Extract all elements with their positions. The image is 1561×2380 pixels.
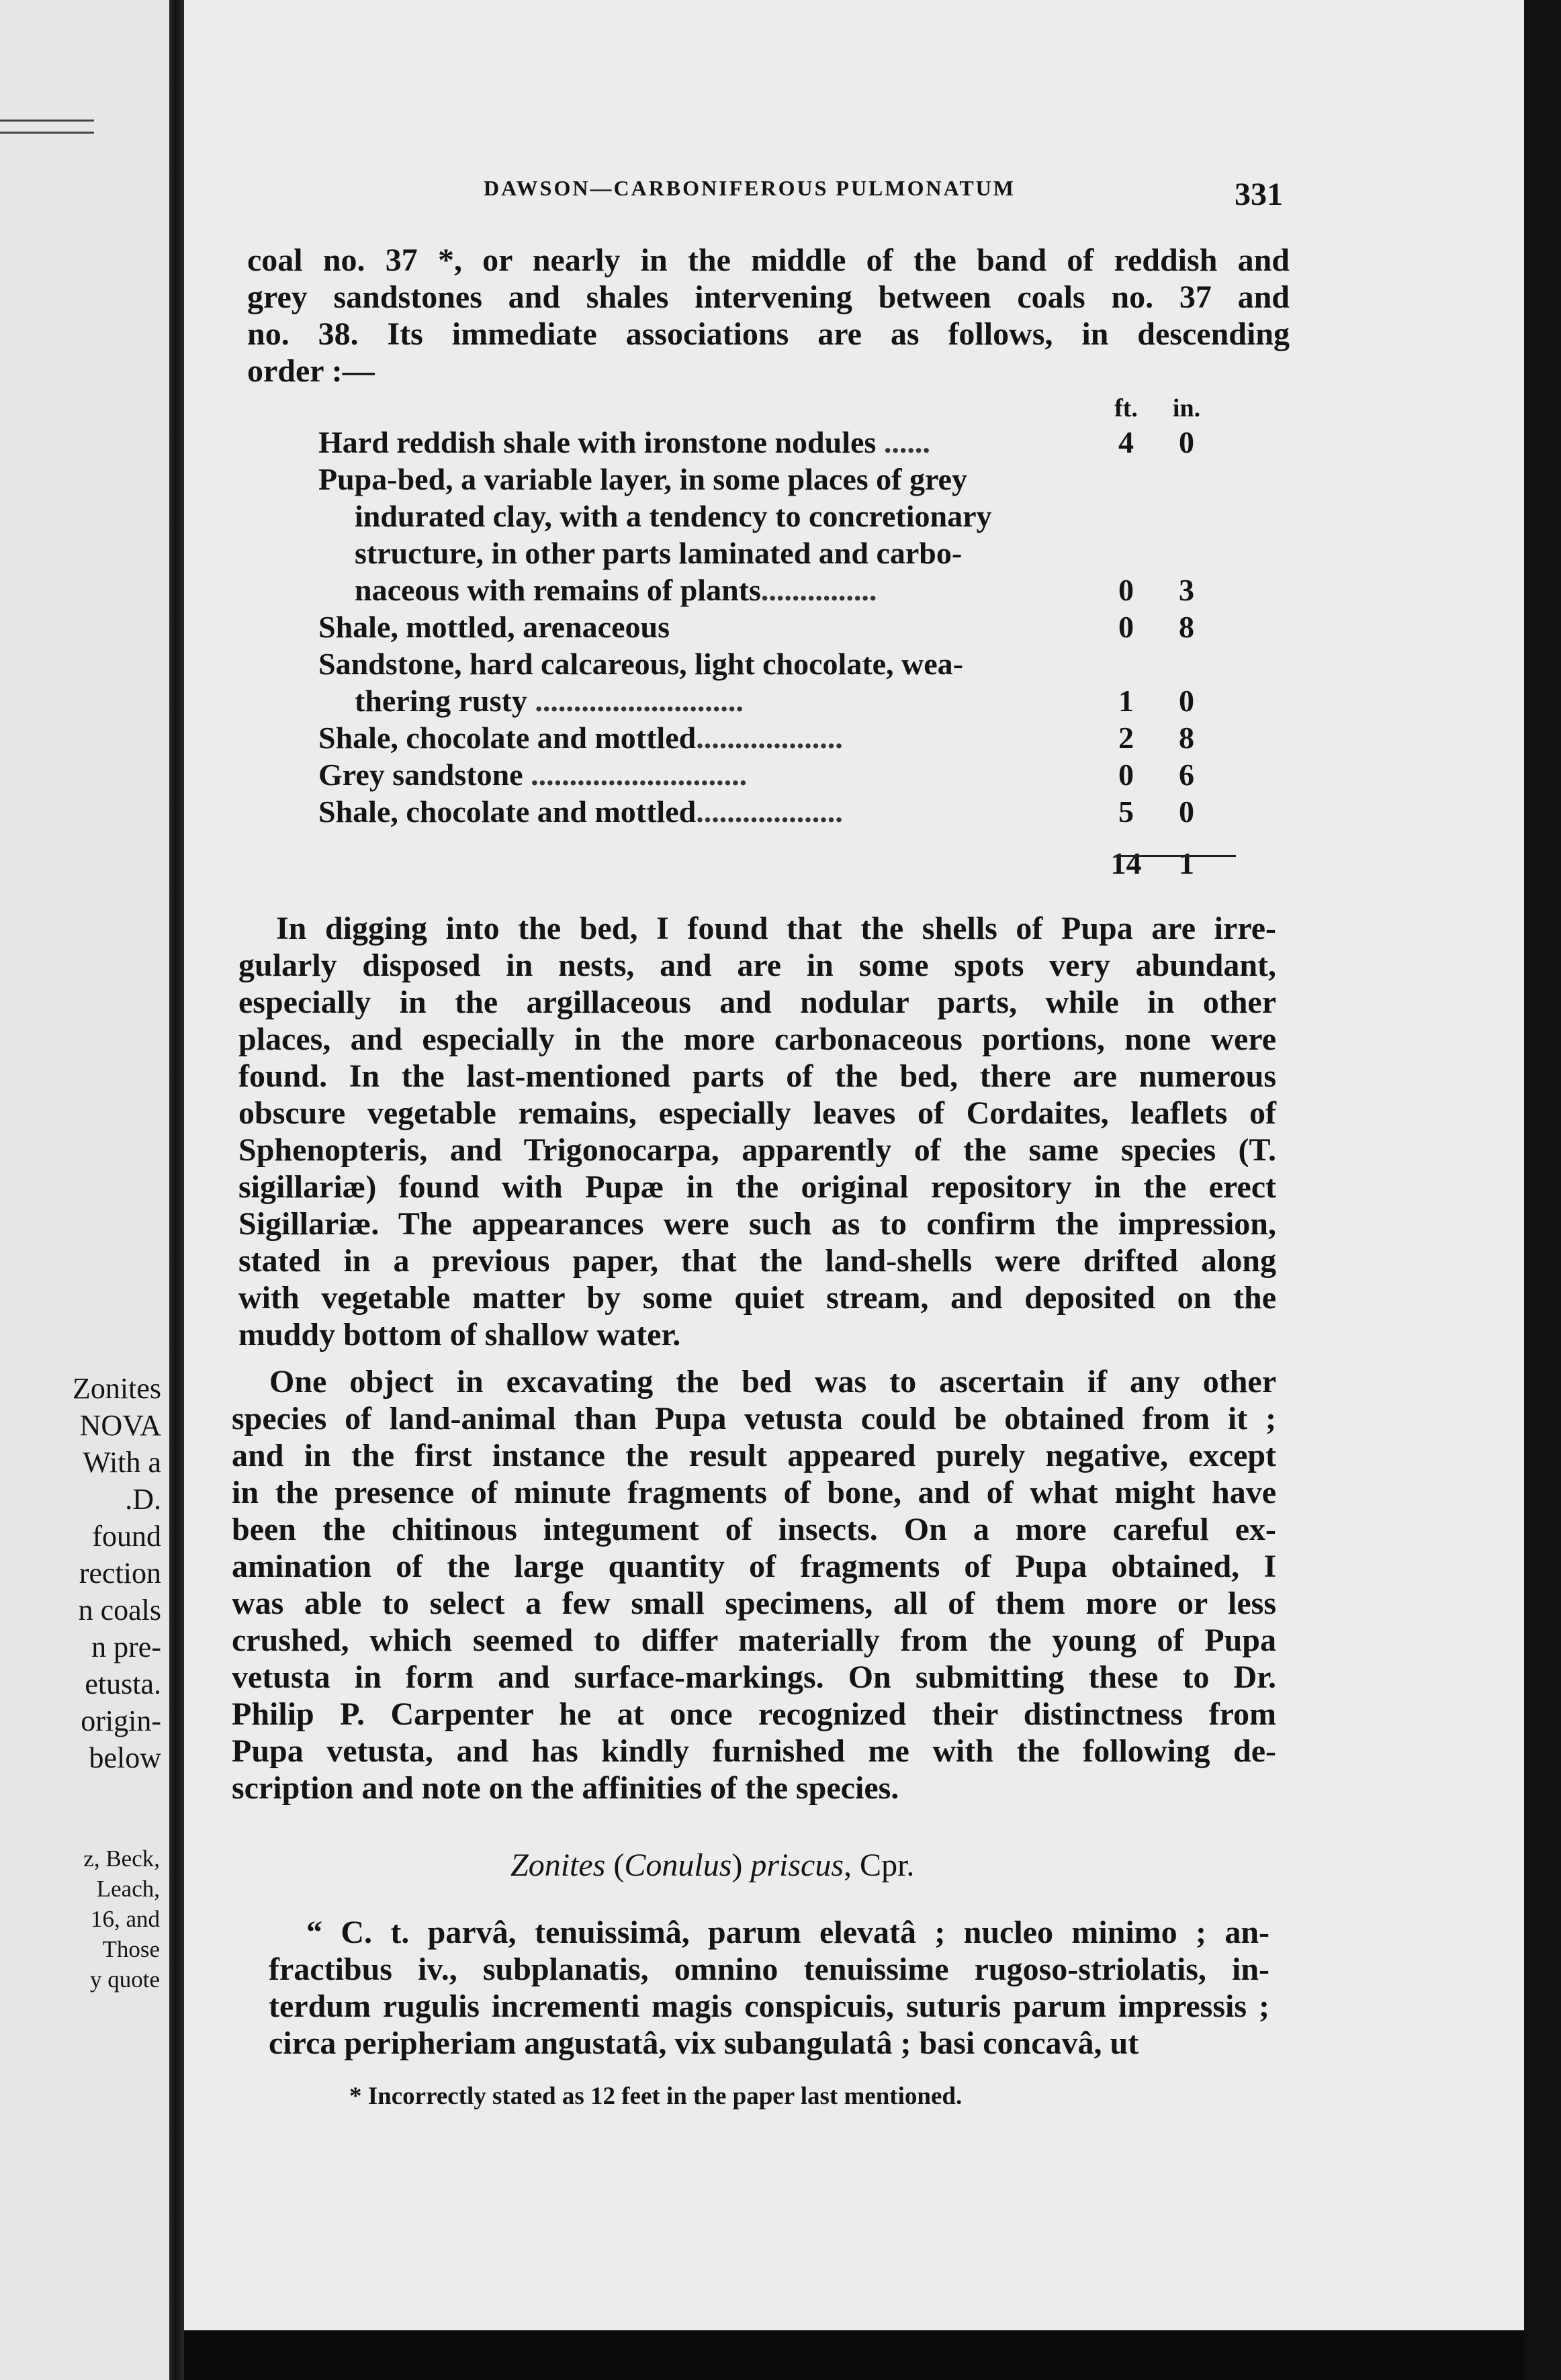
column-header-ft: ft. bbox=[1114, 394, 1138, 422]
left-page-line: NOVA bbox=[79, 1409, 161, 1442]
layer-description bbox=[318, 535, 1094, 571]
table-row bbox=[318, 792, 1232, 829]
text-line: coal no. 37 *, or nearly in the middle of the band of reddish and bbox=[247, 242, 1290, 278]
text-line: gularly disposed in nests, and are in some spots very abundant, bbox=[238, 948, 1276, 983]
table-row bbox=[318, 497, 1232, 534]
text-line: fractibus iv., subplanatis, omnino tenuissime rugoso-striolatis, in- bbox=[269, 1952, 1269, 1987]
intro-paragraph bbox=[247, 242, 1290, 390]
leader-dots: ...... bbox=[876, 425, 930, 459]
table-row bbox=[318, 645, 1232, 682]
text-line: amination of the large quantity of fragments of Pupa obtained, I bbox=[232, 1549, 1276, 1584]
text-line: muddy bottom of shallow water. bbox=[238, 1317, 681, 1353]
text-line: Sigillariæ. The appearances were such as to confirm the impression, bbox=[238, 1206, 1276, 1242]
left-page-note: y quote bbox=[89, 1966, 160, 1993]
layer-description bbox=[318, 646, 1094, 682]
total-rule bbox=[1115, 855, 1236, 857]
left-page-line: rection bbox=[79, 1557, 161, 1590]
species-name: priscus bbox=[750, 1847, 844, 1883]
text-line: obscure vegetable remains, especially leaves of Cordaites, leaflets of bbox=[238, 1095, 1276, 1131]
layer-description bbox=[318, 683, 1094, 719]
left-page-line: With a bbox=[83, 1446, 161, 1479]
text-line: Pupa vetusta, and has kindly furnished me with the following de- bbox=[232, 1733, 1276, 1769]
body-paragraph-2 bbox=[232, 1363, 1276, 1806]
text-line: especially in the argillaceous and nodular parts, while in other bbox=[238, 985, 1276, 1020]
left-page-note: Leach, bbox=[96, 1876, 160, 1902]
thickness-ft: 0 bbox=[1118, 610, 1134, 644]
layer-description bbox=[318, 498, 1094, 534]
text-line: Sphenopteris, and Trigonocarpa, apparently of the same species (T. bbox=[238, 1132, 1276, 1168]
table-row bbox=[318, 756, 1232, 792]
running-title: DAWSON—CARBONIFEROUS PULMONATUM bbox=[484, 176, 1016, 200]
layer-description bbox=[318, 609, 1094, 645]
layer-text: Shale, chocolate and mottled bbox=[318, 794, 697, 829]
leader-dots: ................... bbox=[696, 794, 843, 829]
text-line: Philip P. Carpenter he at once recognized their distinctness from bbox=[232, 1696, 1276, 1732]
text-line: in the presence of minute fragments of bone, and of what might have bbox=[232, 1475, 1276, 1510]
thickness-ft: 0 bbox=[1118, 758, 1134, 792]
table-row bbox=[318, 423, 1232, 460]
left-page-line: Zonites bbox=[73, 1372, 161, 1405]
page-number: 331 bbox=[1235, 177, 1283, 212]
layer-text: Pupa-bed, a variable layer, in some places of grey bbox=[318, 462, 967, 496]
text-line: no. 38. Its immediate associations are as follows, in descending bbox=[247, 316, 1290, 352]
table-row bbox=[318, 571, 1232, 608]
text-line: terdum rugulis incrementi magis conspicuis, suturis parum impressis ; bbox=[269, 1988, 1269, 2024]
text-line: places, and especially in the more carbonaceous portions, none were bbox=[238, 1021, 1276, 1057]
genus-name: Zonites bbox=[510, 1847, 606, 1883]
table-row bbox=[318, 608, 1232, 645]
layer-text: Shale, chocolate and mottled bbox=[318, 721, 697, 755]
thickness-ft: 1 bbox=[1118, 684, 1134, 718]
left-page-note: z, Beck, bbox=[83, 1845, 160, 1872]
thickness-in: 0 bbox=[1179, 794, 1194, 829]
text-line: been the chitinous integument of insects. On a more careful ex- bbox=[232, 1512, 1276, 1547]
text-line: with vegetable matter by some quiet stream, and deposited on the bbox=[238, 1280, 1276, 1316]
text-line: order :— bbox=[247, 353, 375, 389]
left-page-line: .D. bbox=[125, 1483, 161, 1516]
left-page-line: origin- bbox=[81, 1704, 161, 1737]
layer-text: Shale, mottled, arenaceous bbox=[318, 610, 670, 644]
layer-text: Hard reddish shale with ironstone nodules bbox=[318, 425, 877, 459]
book-gutter bbox=[169, 0, 184, 2380]
thickness-in: 3 bbox=[1179, 573, 1194, 607]
text-line: crushed, which seemed to differ materially from the young of Pupa bbox=[232, 1622, 1276, 1658]
table-row bbox=[318, 682, 1232, 719]
layer-description bbox=[318, 424, 1094, 460]
text-line: In digging into the bed, I found that the shells of Pupa are irre- bbox=[276, 911, 1276, 946]
left-page-note: 16, and bbox=[90, 1906, 160, 1932]
leader-dots: ................... bbox=[696, 721, 843, 755]
left-page-line: below bbox=[89, 1741, 161, 1774]
layer-text: Grey sandstone bbox=[318, 758, 523, 792]
left-page-line: etusta. bbox=[85, 1667, 161, 1700]
thickness-in: 6 bbox=[1179, 758, 1194, 792]
layer-text: thering rusty bbox=[355, 684, 527, 718]
thickness-ft: 2 bbox=[1118, 721, 1134, 755]
text-line: stated in a previous paper, that the land-shells were drifted along bbox=[238, 1243, 1276, 1279]
layer-text: naceous with remains of plants bbox=[355, 573, 761, 607]
left-page-note: Those bbox=[102, 1936, 160, 1962]
table-row bbox=[318, 534, 1232, 571]
species-author: Cpr. bbox=[860, 1847, 915, 1883]
text-line: grey sandstones and shales intervening between coals no. 37 and bbox=[247, 279, 1290, 315]
layer-description bbox=[318, 794, 1094, 829]
thickness-in: 0 bbox=[1179, 425, 1194, 459]
leader-dots: ............... bbox=[760, 573, 877, 607]
species-heading: Zonites (Conulus) priscus, Cpr. bbox=[510, 1847, 915, 1883]
text-line: and in the first instance the result appeared purely negative, except bbox=[232, 1438, 1276, 1473]
left-page-text bbox=[73, 1370, 161, 1776]
thickness-ft: 5 bbox=[1118, 794, 1134, 829]
text-line: found. In the last-mentioned parts of the bed, there are numerous bbox=[238, 1058, 1276, 1094]
total-ft: 14 bbox=[1110, 846, 1142, 880]
body-paragraph-1 bbox=[238, 910, 1276, 1353]
text-line: vetusta in form and surface-markings. On submitting these to Dr. bbox=[232, 1659, 1276, 1695]
thickness-in: 8 bbox=[1179, 610, 1194, 644]
text-line: was able to select a few small specimens, all of them more or less bbox=[232, 1586, 1276, 1621]
left-page-notes bbox=[83, 1843, 160, 1995]
left-page-line: n pre- bbox=[91, 1631, 161, 1663]
column-header-in: in. bbox=[1172, 394, 1201, 422]
text-line: circa peripheriam angustatâ, vix subangulatâ ; basi concavâ, ut bbox=[269, 2025, 1139, 2061]
thickness-in: 0 bbox=[1179, 684, 1194, 718]
leader-dots: ........................... bbox=[527, 684, 744, 718]
layer-description bbox=[318, 461, 1094, 497]
layer-text: Sandstone, hard calcareous, light chocolate, wea- bbox=[318, 647, 964, 681]
left-page-rule bbox=[0, 132, 94, 134]
total-in: 1 bbox=[1179, 846, 1194, 880]
left-page-fragment bbox=[0, 0, 169, 2380]
thickness-ft: 0 bbox=[1118, 573, 1134, 607]
latin-description bbox=[269, 1914, 1269, 2062]
text-line: sigillariæ) found with Pupæ in the original repository in the erect bbox=[238, 1169, 1276, 1205]
thickness-in: 8 bbox=[1179, 721, 1194, 755]
leader-dots: ............................ bbox=[523, 758, 748, 792]
layer-description bbox=[318, 720, 1094, 756]
text-line: scription and note on the affinities of the species. bbox=[232, 1770, 899, 1806]
thickness-ft: 4 bbox=[1118, 425, 1134, 459]
table-row bbox=[318, 719, 1232, 756]
text-line: One object in excavating the bed was to ascertain if any other bbox=[269, 1364, 1276, 1400]
layer-description bbox=[318, 572, 1094, 608]
footnote: * Incorrectly stated as 12 feet in the paper last mentioned. bbox=[349, 2082, 963, 2110]
scan-edge bbox=[1524, 0, 1561, 2380]
left-page-rule bbox=[0, 120, 94, 122]
section-table bbox=[318, 393, 1232, 881]
table-row bbox=[318, 460, 1232, 497]
layer-description bbox=[318, 757, 1094, 792]
left-page-line: n coals bbox=[78, 1594, 161, 1627]
layer-text: indurated clay, with a tendency to concretionary bbox=[355, 499, 992, 533]
text-line: “ C. t. parvâ, tenuissimâ, parum elevatâ ; nucleo minimo ; an- bbox=[306, 1915, 1269, 1950]
text-line: species of land-animal than Pupa vetusta could be obtained from it ; bbox=[232, 1401, 1276, 1436]
subgenus-name: Conulus bbox=[624, 1847, 732, 1883]
left-page-line: found bbox=[92, 1520, 161, 1553]
layer-text: structure, in other parts laminated and carbo- bbox=[355, 536, 963, 570]
